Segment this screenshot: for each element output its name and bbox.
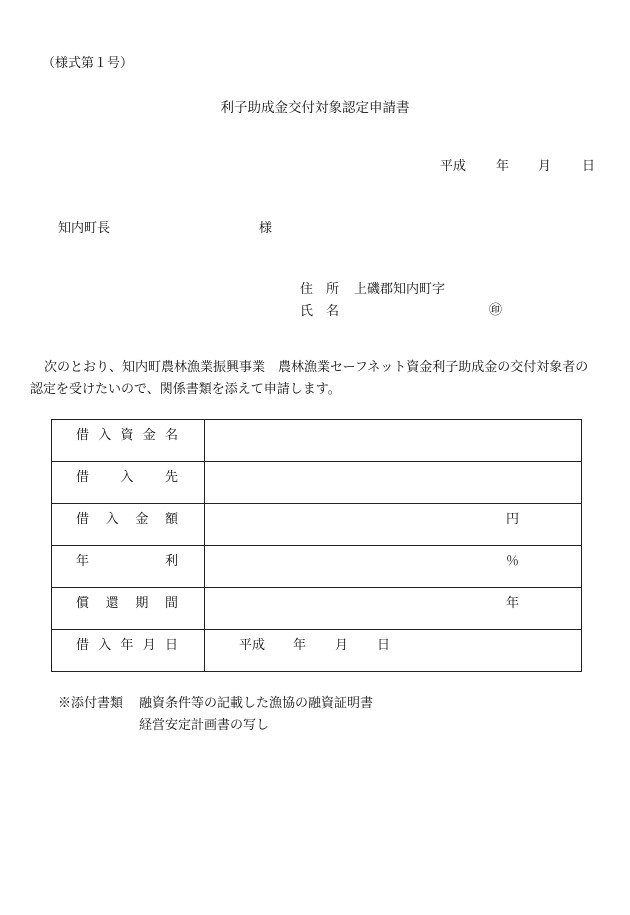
loan-date-era: 平成 [239, 638, 266, 653]
row-label-char: 入 [98, 638, 112, 653]
row-value-cell[interactable] [205, 630, 582, 672]
row-value-cell[interactable] [205, 504, 582, 546]
row-label-char: 償 [76, 596, 90, 611]
row-value-cell[interactable] [205, 546, 582, 588]
row-label-char: 入 [98, 428, 112, 443]
addressee-name: 知内町長 [58, 221, 111, 236]
table-row [52, 462, 582, 504]
applicant-name [300, 300, 354, 319]
form-number: （様式第１号） [42, 56, 134, 71]
row-label-char: 利 [164, 554, 178, 569]
row-label-char: 借 [76, 638, 90, 653]
row-value-cell[interactable] [205, 462, 582, 504]
row-label-char: 借 [76, 512, 90, 527]
row-unit: ％ [505, 554, 519, 569]
name-label-char: 氏 [300, 304, 314, 319]
date-month-label: 月 [538, 159, 552, 174]
row-label-char: 借 [76, 470, 90, 485]
table-row [52, 420, 582, 462]
attachments-heading: ※添付書類 [58, 696, 124, 711]
row-label [76, 550, 178, 569]
loan-date-month: 月 [335, 638, 349, 653]
row-value-cell[interactable] [205, 420, 582, 462]
table-row [52, 504, 582, 546]
row-label [76, 508, 178, 527]
name-label-char: 名 [326, 304, 340, 319]
loan-date [239, 634, 390, 653]
row-label [76, 424, 178, 443]
row-label-char: 日 [164, 638, 178, 653]
row-label-char: 借 [76, 428, 90, 443]
date-year-label: 年 [496, 159, 510, 174]
row-label-char: 金 [142, 428, 156, 443]
address-label [300, 278, 354, 297]
attachment-item: 経営安定計画書の写し [139, 718, 270, 733]
row-unit: 年 [505, 596, 519, 611]
address-label-char: 所 [326, 282, 340, 297]
row-label-char: 年 [76, 554, 90, 569]
document-title: 利子助成金交付対象認定申請書 [220, 100, 410, 116]
row-label-char: 名 [164, 428, 178, 443]
row-label-char: 期 [135, 596, 149, 611]
table-row [52, 546, 582, 588]
row-label [76, 634, 178, 653]
row-label-cell [52, 462, 205, 504]
row-label-cell [52, 504, 205, 546]
row-label-cell [52, 630, 205, 672]
table-row [52, 588, 582, 630]
attachment-item: 融資条件等の記載した漁協の融資証明書 [139, 696, 374, 711]
address-value: 上磯郡知内町字 [354, 282, 446, 297]
table-row [52, 630, 582, 672]
application-date [440, 155, 595, 174]
row-label-char: 入 [120, 470, 134, 485]
row-label-char: 資 [120, 428, 134, 443]
row-label-char: 入 [105, 512, 119, 527]
row-label-char: 年 [120, 638, 134, 653]
row-label-char: 先 [164, 470, 178, 485]
loan-date-year: 年 [293, 638, 307, 653]
row-label-cell [52, 420, 205, 462]
row-label-cell [52, 588, 205, 630]
name-label [300, 300, 354, 319]
loan-details-table [51, 419, 582, 672]
date-era: 平成 [440, 159, 467, 174]
row-label-char: 月 [142, 638, 156, 653]
row-label-char: 間 [164, 596, 178, 611]
row-label-char: 額 [164, 512, 178, 527]
row-unit: 円 [505, 512, 519, 527]
row-value-cell[interactable] [205, 588, 582, 630]
addressee-honorific: 様 [259, 221, 273, 236]
row-label [76, 592, 178, 611]
loan-date-day: 日 [377, 638, 391, 653]
address-label-char: 住 [300, 282, 314, 297]
applicant-address [300, 278, 445, 297]
date-day-label: 日 [582, 159, 596, 174]
row-label-cell [52, 546, 205, 588]
application-statement: 次のとおり、知内町農林漁業振興事業 農林漁業セーフネット資金利子助成金の交付対象者の認定を受けたいので、関係書類を添えて申請します。 [30, 360, 589, 397]
row-label-char: 還 [105, 596, 119, 611]
seal-mark: ㊞ [489, 303, 503, 318]
row-label-char: 金 [135, 512, 149, 527]
row-label [76, 466, 178, 485]
